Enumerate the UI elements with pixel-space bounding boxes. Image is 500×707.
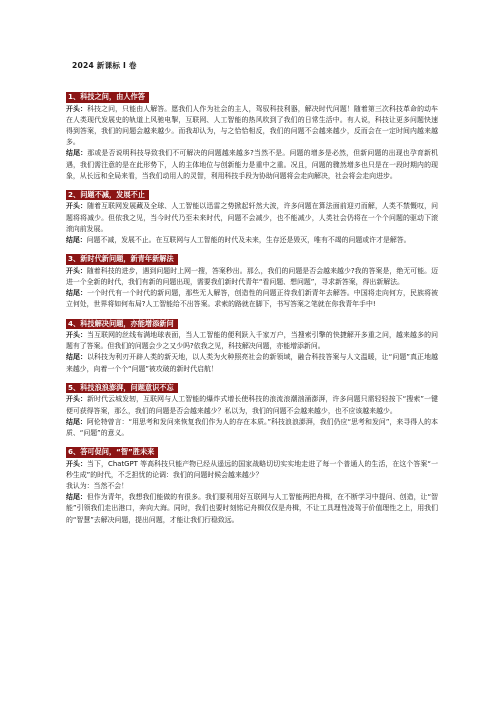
- document-page: [66, 60, 438, 526]
- paragraph-text: 一个时代有一个时代的新问题，那些无人解答，创造性的问题正待我们新青年去解答。中国将走向何方，民族将被立何处，世界将如何布局?人工智能给不出答案。求索的路就在脚下，书写答案之笔就在你我青年手中!: [66, 289, 439, 309]
- paragraph-text: 那或是否说明科技导致我们不可解决的问题越来越多?当然不是。问题的增多是必然，但新问题的出现也孕育新机遇，我们需注意的是在此形势下，人的主体地位与创新能力是重中之重。况且，问题的骤然增多也只是在一段时期内的现象，从长远和全局来看，当我们动用人的灵智，利用科技手段为协助问题将会走向解决，社会将会走向进步。: [66, 149, 439, 180]
- section-5: [66, 375, 438, 439]
- section-paragraph: [66, 330, 438, 352]
- section-paragraph: [66, 417, 438, 439]
- section-3: [66, 246, 438, 310]
- section-paragraph: [66, 201, 438, 235]
- paragraph-label: 开头：: [66, 266, 87, 275]
- section-2: [66, 182, 438, 246]
- paragraph-label: 开头：: [66, 104, 88, 113]
- paragraph-text: 随着科技的进步，遇到问题时上网一搜，答案秒出。那么，我们的问题是否会越来越少?我的答案是，绝无可能。迈进一个全新的时代，我们有新的问题出现，需要我们新时代青年“看问题、想问题”，寻求新答案，得出新解法。: [66, 266, 439, 286]
- section-paragraph: [66, 148, 438, 182]
- paragraph-text: 随着互联网发展藏及全球、人工智能以迅雷之势掀起轩然大波，许多问题在算法面前迎刃而解，人类不禁慨叹，问题将将减少。但依我之见，当今时代乃至未来时代，问题不会减少，也不能减少，人类社会仍将在一个个问题的驱动下滚滚向前发展。: [66, 202, 439, 233]
- paragraph-text: 但作为青年，我想我们能做的有很多。我们要利用好互联网与人工智能两把舟楫，在不断学习中提问、创造，让“智能”引领我们走出港口，奔向大海。同时，我们也要时刻铭记舟楫仅仅是舟楫，不让工具理性凌驾于价值理性之上，用我们的“智慧”去解决问题，提出问题，才能让我们行稳致远。: [66, 493, 438, 524]
- paragraph-label: 开头：: [66, 202, 88, 211]
- paragraph-label: 开头：: [66, 395, 88, 404]
- section-heading: 4、科技解决问题，亦能增添新问: [66, 319, 178, 330]
- section-heading: 6、答可促问，“智”胜未来: [66, 447, 158, 458]
- paragraph-label: 结尾：: [66, 417, 87, 426]
- paragraph-text: 阿伦特曾言：“用思考和发问来恢复我们作为人的存在本质。”科技浪浪澎湃，我们仍应“思考和发问”，来寻得人的本质、“问题”的意义。: [66, 417, 438, 437]
- paragraph-label: 结尾：: [66, 289, 88, 298]
- section-4: [66, 311, 438, 375]
- section-paragraph: [66, 352, 438, 374]
- paragraph-label: 结尾：: [66, 236, 87, 245]
- paragraph-text: 当互联网的丝线布满地球表面，当人工智能的便利跃入千家万户，当搜索引擎的快捷解开多重之问，越来越多的问题有了答案。但我们的问题会少之又少吗?依我之见，科技解决问题，亦能增添新问。: [66, 331, 439, 351]
- sections-container: [66, 84, 438, 526]
- section-paragraph: [66, 394, 438, 416]
- paragraph-label: 开头：: [66, 331, 88, 340]
- paragraph-text: 当下，ChatGPT 等高科技只能产物已经从遥远的国家战略切切实实地走进了每一个普通人的生活，在这个答案“一秒生成”的时代，不乏担忧的论调：我们的问题时候会越来越少？: [66, 459, 438, 479]
- paragraph-label: 结尾：: [66, 353, 88, 362]
- paragraph-label: 结尾：: [66, 493, 87, 502]
- section-paragraph: [66, 481, 438, 492]
- section-6: [66, 439, 438, 526]
- section-heading: 1、科技之问，由人作答: [66, 92, 149, 103]
- section-1: [66, 84, 438, 182]
- section-paragraph: [66, 266, 438, 288]
- section-heading: 5、科技浪浪澎湃，问题意识不忘: [66, 383, 178, 394]
- paragraph-text: 以科技为利刃开辟人类的新天地，以人类为火种照亮社会的新领域，融合科技答案与人文温暖，让“问题”真正地越来越少，向着一个个“问题”被攻破的新时代启航！: [66, 353, 438, 373]
- paragraph-text: 科技之问，只能由人解答。愿我们人作为社会的主人，驾驭科技利器，解决时代问题！随着第三次科技革命的动车在人类现代发展史的轨道上风驰电掣，互联网、人工智能的热风吹到了我们的日常生活中。有人说，科技让更多问题快速得到答案，我们的问题会越来越少。而我却认为，与之恰恰相反，我们的问题不会越来越少，反而会在一定时间内越来越多。: [66, 104, 439, 147]
- paragraph-text: 问题不减，发展不止。在互联网与人工智能的时代及未来，生存还是毁灭，唯有不竭的问题或许才是解答。: [86, 236, 411, 245]
- paragraph-label: 结尾：: [66, 149, 88, 158]
- paragraph-text: 我认为：当然不会！: [66, 482, 129, 491]
- paragraph-label: 开头：: [66, 459, 88, 468]
- document-title: 2024 新课标 I 卷: [72, 61, 137, 70]
- section-paragraph: [66, 492, 438, 526]
- section-heading: 2、问题不减，发展不止: [66, 190, 149, 201]
- section-paragraph: [66, 104, 438, 149]
- section-heading: 3、新时代新问题，新青年新解法: [66, 254, 178, 265]
- section-paragraph: [66, 459, 438, 481]
- paragraph-text: 新时代云城发轫，互联网与人工智能的爆炸式增长使科技的浪流浪潮汹涌澎湃，许多问题只需轻轻按下“搜索”一键便可获得答案，那么，我们的问题是否会越来越少？私以为，我们的问题不会越来越少，也不应该越来越少。: [66, 395, 438, 415]
- section-paragraph: [66, 235, 438, 246]
- section-paragraph: [66, 288, 438, 310]
